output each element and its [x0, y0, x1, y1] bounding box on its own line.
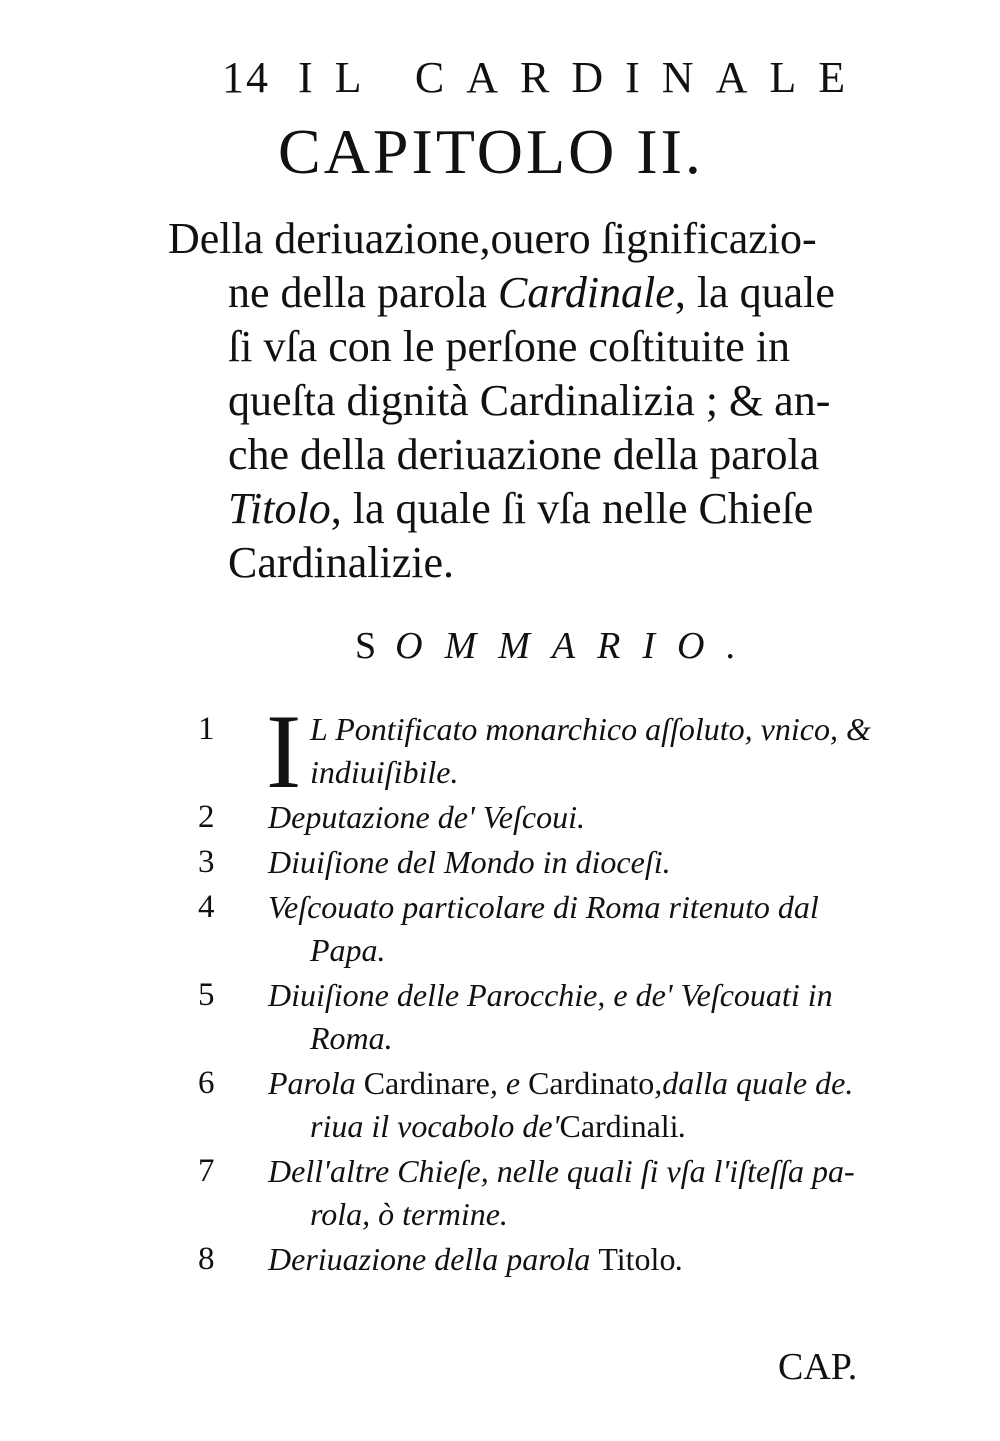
summary-item [198, 796, 918, 839]
item-text [198, 1062, 918, 1105]
item-text-part: riua il vocabolo de' [310, 1108, 560, 1144]
item-text: L Pontificato monarchico aſſoluto, vnico, & [310, 711, 871, 747]
summary-item [198, 886, 918, 972]
item-text-part: , e [489, 1065, 529, 1101]
desc-italic-word: Cardinale [497, 268, 675, 317]
desc-line: ſi vſa con le perſone coſtituite in [228, 322, 791, 371]
item-text: Dell'altre Chieſe, nelle quali ſi vſa l'iſteſſa pa- [268, 1153, 855, 1189]
desc-text: , la quale [674, 268, 835, 317]
page-number: 14 [222, 53, 270, 102]
chapter-description [168, 212, 913, 590]
item-number: 7 [198, 1153, 215, 1189]
summary-heading [355, 624, 758, 668]
desc-line [168, 266, 913, 320]
item-roman-word: Cardinali [559, 1108, 679, 1144]
item-text-part: Parola [268, 1065, 364, 1101]
chapter-title: CAPITOLO II. [278, 116, 704, 187]
summary-heading-initial: S [355, 625, 396, 667]
desc-line: che della deriuazione della parola [228, 430, 820, 479]
running-head [222, 52, 867, 103]
item-roman-word: Cardinato [528, 1065, 655, 1101]
desc-line: queſta dignità Cardinalizia ; & an- [228, 376, 831, 425]
summary-item [198, 1062, 918, 1148]
item-roman-word: Titolo [598, 1241, 676, 1277]
item-number: 1 [198, 711, 215, 747]
item-text: Veſcouato particolare di Roma ritenuto dal [268, 889, 819, 925]
item-text [198, 1238, 918, 1281]
summary-item [198, 841, 918, 884]
summary-item [198, 693, 918, 810]
desc-text: ne della parola [228, 268, 498, 317]
running-title: IL CARDINALE [298, 53, 868, 102]
item-roman-word: Cardinare [363, 1065, 490, 1101]
item-text: Deputazione de' Veſcoui. [268, 799, 585, 835]
item-number: 5 [198, 977, 215, 1013]
item-text-continued: indiuiſibile. [310, 754, 459, 790]
item-number: 2 [198, 799, 215, 835]
item-text-continued: rola, ò termine. [310, 1196, 508, 1232]
summary-item [198, 1238, 918, 1281]
summary-heading-rest: OMMARIO. [395, 625, 758, 667]
item-text: Diuiſione delle Parocchie, e de' Veſcouati in [268, 977, 833, 1013]
item-number: 6 [198, 1065, 215, 1101]
summary-list [198, 693, 918, 1283]
desc-italic-word: Titolo [228, 484, 331, 533]
drop-cap: I [266, 693, 302, 810]
desc-line [168, 482, 913, 536]
item-text-part: Deriuazione della parola [268, 1241, 599, 1277]
item-text-continued [198, 1105, 918, 1148]
desc-text: , la quale ſi vſa nelle Chieſe [330, 484, 814, 533]
item-text-part: . [678, 1108, 687, 1144]
desc-line: Cardinalizie. [228, 538, 455, 587]
item-number: 4 [198, 889, 215, 925]
item-text-part: ,dalla quale de. [654, 1065, 854, 1101]
summary-item [198, 974, 918, 1060]
item-text-continued: Roma. [310, 1020, 393, 1056]
item-number: 3 [198, 844, 215, 880]
summary-item [198, 1150, 918, 1236]
item-text: Diuiſione del Mondo in dioceſi. [268, 844, 671, 880]
item-number: 8 [198, 1241, 215, 1277]
item-text-continued: Papa. [310, 932, 386, 968]
desc-line: Della deriuazione,ouero ſignificazio- [168, 214, 817, 263]
catchword: CAP. [778, 1346, 858, 1388]
item-text-part: . [675, 1241, 684, 1277]
